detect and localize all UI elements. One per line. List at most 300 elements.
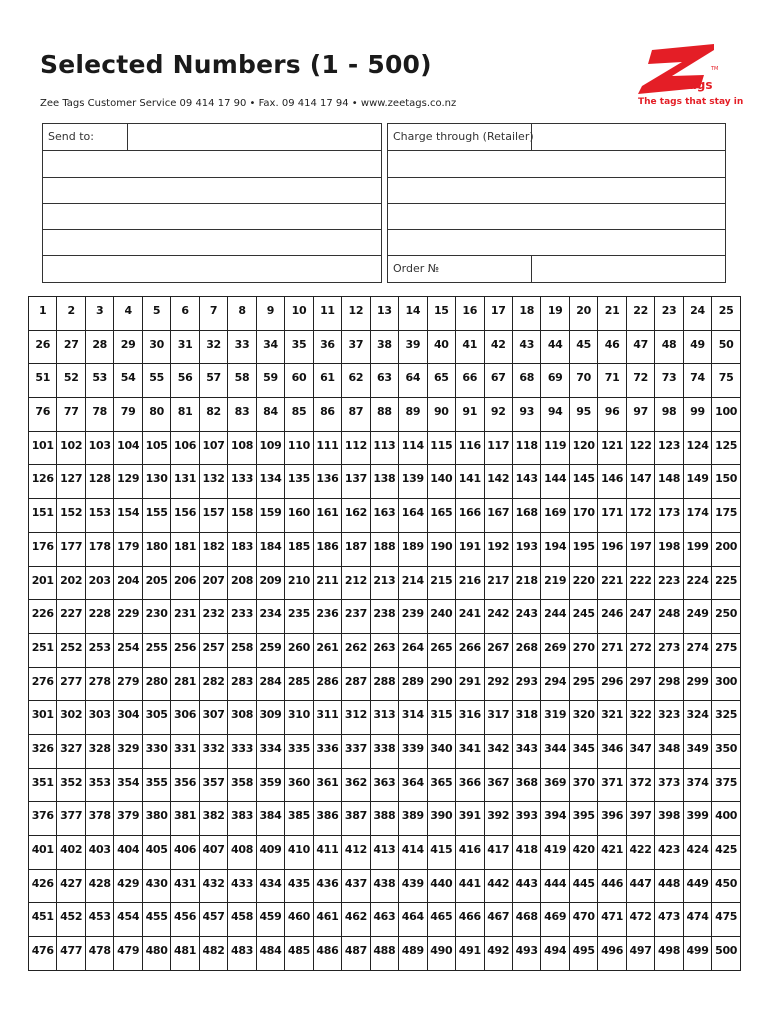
number-cell[interactable]: 462	[342, 903, 370, 937]
number-cell[interactable]: 450	[712, 869, 741, 903]
number-cell[interactable]: 377	[57, 802, 85, 836]
number-cell[interactable]: 140	[427, 465, 455, 499]
number-cell[interactable]: 455	[142, 903, 170, 937]
number-cell[interactable]: 321	[598, 701, 626, 735]
number-cell[interactable]: 330	[142, 734, 170, 768]
number-cell[interactable]: 200	[712, 532, 741, 566]
number-cell[interactable]: 315	[427, 701, 455, 735]
number-cell[interactable]: 37	[342, 330, 370, 364]
number-cell[interactable]: 345	[569, 734, 597, 768]
number-cell[interactable]: 403	[85, 836, 113, 870]
number-cell[interactable]: 111	[313, 431, 341, 465]
number-cell[interactable]: 460	[285, 903, 313, 937]
number-cell[interactable]: 497	[626, 937, 654, 971]
send-to-line-5[interactable]	[43, 230, 381, 256]
number-cell[interactable]: 352	[57, 768, 85, 802]
number-cell[interactable]: 213	[370, 566, 398, 600]
number-cell[interactable]: 266	[456, 633, 484, 667]
number-cell[interactable]: 125	[712, 431, 741, 465]
number-cell[interactable]: 471	[598, 903, 626, 937]
number-cell[interactable]: 443	[512, 869, 540, 903]
number-cell[interactable]: 372	[626, 768, 654, 802]
number-cell[interactable]: 222	[626, 566, 654, 600]
number-cell[interactable]: 148	[655, 465, 683, 499]
number-cell[interactable]: 487	[342, 937, 370, 971]
number-cell[interactable]: 68	[512, 364, 540, 398]
number-cell[interactable]: 406	[171, 836, 199, 870]
number-cell[interactable]: 350	[712, 734, 741, 768]
number-cell[interactable]: 170	[569, 499, 597, 533]
number-cell[interactable]: 432	[199, 869, 227, 903]
number-cell[interactable]: 347	[626, 734, 654, 768]
number-cell[interactable]: 480	[142, 937, 170, 971]
number-cell[interactable]: 158	[228, 499, 256, 533]
number-cell[interactable]: 325	[712, 701, 741, 735]
number-cell[interactable]: 275	[712, 633, 741, 667]
number-cell[interactable]: 84	[256, 398, 284, 432]
number-cell[interactable]: 221	[598, 566, 626, 600]
number-cell[interactable]: 110	[285, 431, 313, 465]
number-cell[interactable]: 264	[399, 633, 427, 667]
charge-through-line-2[interactable]	[388, 151, 725, 178]
number-cell[interactable]: 305	[142, 701, 170, 735]
number-cell[interactable]: 17	[484, 297, 512, 331]
number-cell[interactable]: 244	[541, 600, 569, 634]
number-cell[interactable]: 173	[655, 499, 683, 533]
number-cell[interactable]: 493	[512, 937, 540, 971]
number-cell[interactable]: 442	[484, 869, 512, 903]
number-cell[interactable]: 128	[85, 465, 113, 499]
number-cell[interactable]: 390	[427, 802, 455, 836]
number-cell[interactable]: 223	[655, 566, 683, 600]
number-cell[interactable]: 346	[598, 734, 626, 768]
number-cell[interactable]: 445	[569, 869, 597, 903]
number-cell[interactable]: 371	[598, 768, 626, 802]
number-cell[interactable]: 260	[285, 633, 313, 667]
number-cell[interactable]: 320	[569, 701, 597, 735]
number-cell[interactable]: 335	[285, 734, 313, 768]
number-cell[interactable]: 259	[256, 633, 284, 667]
number-cell[interactable]: 145	[569, 465, 597, 499]
number-cell[interactable]: 292	[484, 667, 512, 701]
number-cell[interactable]: 8	[228, 297, 256, 331]
number-cell[interactable]: 448	[655, 869, 683, 903]
number-cell[interactable]: 417	[484, 836, 512, 870]
number-cell[interactable]: 123	[655, 431, 683, 465]
number-cell[interactable]: 30	[142, 330, 170, 364]
number-cell[interactable]: 337	[342, 734, 370, 768]
number-cell[interactable]: 334	[256, 734, 284, 768]
number-cell[interactable]: 465	[427, 903, 455, 937]
number-cell[interactable]: 449	[683, 869, 711, 903]
number-cell[interactable]: 272	[626, 633, 654, 667]
number-cell[interactable]: 55	[142, 364, 170, 398]
number-cell[interactable]: 454	[114, 903, 142, 937]
number-cell[interactable]: 498	[655, 937, 683, 971]
number-cell[interactable]: 310	[285, 701, 313, 735]
number-cell[interactable]: 81	[171, 398, 199, 432]
number-cell[interactable]: 219	[541, 566, 569, 600]
number-cell[interactable]: 113	[370, 431, 398, 465]
number-cell[interactable]: 396	[598, 802, 626, 836]
send-to-line-3[interactable]	[43, 178, 381, 204]
number-cell[interactable]: 236	[313, 600, 341, 634]
number-cell[interactable]: 416	[456, 836, 484, 870]
number-cell[interactable]: 483	[228, 937, 256, 971]
number-cell[interactable]: 160	[285, 499, 313, 533]
number-cell[interactable]: 66	[456, 364, 484, 398]
number-cell[interactable]: 492	[484, 937, 512, 971]
number-cell[interactable]: 365	[427, 768, 455, 802]
number-cell[interactable]: 253	[85, 633, 113, 667]
number-cell[interactable]: 226	[29, 600, 57, 634]
number-cell[interactable]: 282	[199, 667, 227, 701]
number-cell[interactable]: 358	[228, 768, 256, 802]
number-cell[interactable]: 324	[683, 701, 711, 735]
number-cell[interactable]: 149	[683, 465, 711, 499]
number-cell[interactable]: 348	[655, 734, 683, 768]
number-cell[interactable]: 103	[85, 431, 113, 465]
number-cell[interactable]: 166	[456, 499, 484, 533]
number-cell[interactable]: 18	[512, 297, 540, 331]
number-cell[interactable]: 108	[228, 431, 256, 465]
number-cell[interactable]: 397	[626, 802, 654, 836]
charge-through-line-4[interactable]	[388, 204, 725, 230]
number-cell[interactable]: 394	[541, 802, 569, 836]
number-cell[interactable]: 36	[313, 330, 341, 364]
number-cell[interactable]: 357	[199, 768, 227, 802]
number-cell[interactable]: 481	[171, 937, 199, 971]
number-cell[interactable]: 381	[171, 802, 199, 836]
number-cell[interactable]: 302	[57, 701, 85, 735]
number-cell[interactable]: 252	[57, 633, 85, 667]
number-cell[interactable]: 431	[171, 869, 199, 903]
number-cell[interactable]: 478	[85, 937, 113, 971]
number-cell[interactable]: 500	[712, 937, 741, 971]
number-cell[interactable]: 323	[655, 701, 683, 735]
number-cell[interactable]: 51	[29, 364, 57, 398]
number-cell[interactable]: 247	[626, 600, 654, 634]
number-cell[interactable]: 276	[29, 667, 57, 701]
number-cell[interactable]: 137	[342, 465, 370, 499]
number-cell[interactable]: 184	[256, 532, 284, 566]
number-cell[interactable]: 207	[199, 566, 227, 600]
number-cell[interactable]: 69	[541, 364, 569, 398]
number-cell[interactable]: 35	[285, 330, 313, 364]
number-cell[interactable]: 230	[142, 600, 170, 634]
number-cell[interactable]: 2	[57, 297, 85, 331]
number-cell[interactable]: 311	[313, 701, 341, 735]
number-cell[interactable]: 1	[29, 297, 57, 331]
number-cell[interactable]: 329	[114, 734, 142, 768]
number-cell[interactable]: 319	[541, 701, 569, 735]
number-cell[interactable]: 7	[199, 297, 227, 331]
number-cell[interactable]: 228	[85, 600, 113, 634]
number-cell[interactable]: 44	[541, 330, 569, 364]
number-cell[interactable]: 67	[484, 364, 512, 398]
number-cell[interactable]: 422	[626, 836, 654, 870]
number-cell[interactable]: 438	[370, 869, 398, 903]
number-cell[interactable]: 317	[484, 701, 512, 735]
number-cell[interactable]: 45	[569, 330, 597, 364]
number-cell[interactable]: 54	[114, 364, 142, 398]
number-cell[interactable]: 175	[712, 499, 741, 533]
number-cell[interactable]: 459	[256, 903, 284, 937]
number-cell[interactable]: 61	[313, 364, 341, 398]
number-cell[interactable]: 307	[199, 701, 227, 735]
number-cell[interactable]: 359	[256, 768, 284, 802]
number-cell[interactable]: 344	[541, 734, 569, 768]
number-cell[interactable]: 248	[655, 600, 683, 634]
number-cell[interactable]: 373	[655, 768, 683, 802]
number-cell[interactable]: 370	[569, 768, 597, 802]
number-cell[interactable]: 413	[370, 836, 398, 870]
number-cell[interactable]: 20	[569, 297, 597, 331]
number-cell[interactable]: 290	[427, 667, 455, 701]
number-cell[interactable]: 284	[256, 667, 284, 701]
number-cell[interactable]: 191	[456, 532, 484, 566]
number-cell[interactable]: 239	[399, 600, 427, 634]
number-cell[interactable]: 309	[256, 701, 284, 735]
number-cell[interactable]: 117	[484, 431, 512, 465]
number-cell[interactable]: 91	[456, 398, 484, 432]
number-cell[interactable]: 94	[541, 398, 569, 432]
number-cell[interactable]: 415	[427, 836, 455, 870]
number-cell[interactable]: 353	[85, 768, 113, 802]
number-cell[interactable]: 150	[712, 465, 741, 499]
number-cell[interactable]: 4	[114, 297, 142, 331]
number-cell[interactable]: 258	[228, 633, 256, 667]
number-cell[interactable]: 205	[142, 566, 170, 600]
number-cell[interactable]: 479	[114, 937, 142, 971]
number-cell[interactable]: 495	[569, 937, 597, 971]
number-cell[interactable]: 130	[142, 465, 170, 499]
number-cell[interactable]: 159	[256, 499, 284, 533]
number-cell[interactable]: 288	[370, 667, 398, 701]
number-cell[interactable]: 427	[57, 869, 85, 903]
number-cell[interactable]: 32	[199, 330, 227, 364]
number-cell[interactable]: 146	[598, 465, 626, 499]
number-cell[interactable]: 199	[683, 532, 711, 566]
number-cell[interactable]: 241	[456, 600, 484, 634]
number-cell[interactable]: 470	[569, 903, 597, 937]
number-cell[interactable]: 447	[626, 869, 654, 903]
number-cell[interactable]: 163	[370, 499, 398, 533]
number-cell[interactable]: 74	[683, 364, 711, 398]
number-cell[interactable]: 168	[512, 499, 540, 533]
send-to-line-6[interactable]	[43, 256, 381, 282]
number-cell[interactable]: 306	[171, 701, 199, 735]
number-cell[interactable]: 433	[228, 869, 256, 903]
number-cell[interactable]: 60	[285, 364, 313, 398]
number-cell[interactable]: 304	[114, 701, 142, 735]
number-cell[interactable]: 407	[199, 836, 227, 870]
number-cell[interactable]: 121	[598, 431, 626, 465]
number-cell[interactable]: 78	[85, 398, 113, 432]
number-cell[interactable]: 138	[370, 465, 398, 499]
number-cell[interactable]: 409	[256, 836, 284, 870]
number-cell[interactable]: 490	[427, 937, 455, 971]
number-cell[interactable]: 496	[598, 937, 626, 971]
number-cell[interactable]: 374	[683, 768, 711, 802]
number-cell[interactable]: 273	[655, 633, 683, 667]
number-cell[interactable]: 375	[712, 768, 741, 802]
number-cell[interactable]: 188	[370, 532, 398, 566]
number-cell[interactable]: 194	[541, 532, 569, 566]
number-cell[interactable]: 19	[541, 297, 569, 331]
number-cell[interactable]: 245	[569, 600, 597, 634]
number-cell[interactable]: 405	[142, 836, 170, 870]
number-cell[interactable]: 217	[484, 566, 512, 600]
number-cell[interactable]: 242	[484, 600, 512, 634]
number-cell[interactable]: 42	[484, 330, 512, 364]
number-cell[interactable]: 435	[285, 869, 313, 903]
number-cell[interactable]: 301	[29, 701, 57, 735]
number-cell[interactable]: 270	[569, 633, 597, 667]
number-cell[interactable]: 482	[199, 937, 227, 971]
number-cell[interactable]: 107	[199, 431, 227, 465]
number-cell[interactable]: 434	[256, 869, 284, 903]
number-cell[interactable]: 280	[142, 667, 170, 701]
number-cell[interactable]: 208	[228, 566, 256, 600]
number-cell[interactable]: 391	[456, 802, 484, 836]
number-cell[interactable]: 271	[598, 633, 626, 667]
number-cell[interactable]: 444	[541, 869, 569, 903]
number-cell[interactable]: 197	[626, 532, 654, 566]
number-cell[interactable]: 338	[370, 734, 398, 768]
number-cell[interactable]: 336	[313, 734, 341, 768]
number-cell[interactable]: 419	[541, 836, 569, 870]
number-cell[interactable]: 178	[85, 532, 113, 566]
number-cell[interactable]: 227	[57, 600, 85, 634]
number-cell[interactable]: 6	[171, 297, 199, 331]
number-cell[interactable]: 210	[285, 566, 313, 600]
number-cell[interactable]: 169	[541, 499, 569, 533]
number-cell[interactable]: 38	[370, 330, 398, 364]
number-cell[interactable]: 80	[142, 398, 170, 432]
number-cell[interactable]: 72	[626, 364, 654, 398]
number-cell[interactable]: 182	[199, 532, 227, 566]
number-cell[interactable]: 263	[370, 633, 398, 667]
number-cell[interactable]: 70	[569, 364, 597, 398]
number-cell[interactable]: 277	[57, 667, 85, 701]
number-cell[interactable]: 203	[85, 566, 113, 600]
number-cell[interactable]: 162	[342, 499, 370, 533]
number-cell[interactable]: 342	[484, 734, 512, 768]
number-cell[interactable]: 312	[342, 701, 370, 735]
number-cell[interactable]: 491	[456, 937, 484, 971]
number-cell[interactable]: 332	[199, 734, 227, 768]
number-cell[interactable]: 26	[29, 330, 57, 364]
number-cell[interactable]: 41	[456, 330, 484, 364]
number-cell[interactable]: 47	[626, 330, 654, 364]
number-cell[interactable]: 414	[399, 836, 427, 870]
number-cell[interactable]: 133	[228, 465, 256, 499]
number-cell[interactable]: 92	[484, 398, 512, 432]
number-cell[interactable]: 96	[598, 398, 626, 432]
number-cell[interactable]: 202	[57, 566, 85, 600]
number-cell[interactable]: 164	[399, 499, 427, 533]
number-cell[interactable]: 172	[626, 499, 654, 533]
number-cell[interactable]: 73	[655, 364, 683, 398]
number-cell[interactable]: 33	[228, 330, 256, 364]
number-cell[interactable]: 316	[456, 701, 484, 735]
number-cell[interactable]: 295	[569, 667, 597, 701]
number-cell[interactable]: 31	[171, 330, 199, 364]
number-cell[interactable]: 382	[199, 802, 227, 836]
number-cell[interactable]: 46	[598, 330, 626, 364]
number-cell[interactable]: 488	[370, 937, 398, 971]
number-cell[interactable]: 64	[399, 364, 427, 398]
number-cell[interactable]: 466	[456, 903, 484, 937]
number-cell[interactable]: 151	[29, 499, 57, 533]
number-cell[interactable]: 408	[228, 836, 256, 870]
number-cell[interactable]: 267	[484, 633, 512, 667]
number-cell[interactable]: 361	[313, 768, 341, 802]
send-to-line-4[interactable]	[43, 204, 381, 230]
number-cell[interactable]: 105	[142, 431, 170, 465]
number-cell[interactable]: 231	[171, 600, 199, 634]
number-cell[interactable]: 326	[29, 734, 57, 768]
number-cell[interactable]: 215	[427, 566, 455, 600]
number-cell[interactable]: 131	[171, 465, 199, 499]
number-cell[interactable]: 439	[399, 869, 427, 903]
number-cell[interactable]: 452	[57, 903, 85, 937]
number-cell[interactable]: 476	[29, 937, 57, 971]
number-cell[interactable]: 378	[85, 802, 113, 836]
number-cell[interactable]: 232	[199, 600, 227, 634]
number-cell[interactable]: 362	[342, 768, 370, 802]
number-cell[interactable]: 3	[85, 297, 113, 331]
number-cell[interactable]: 12	[342, 297, 370, 331]
number-cell[interactable]: 368	[512, 768, 540, 802]
number-cell[interactable]: 124	[683, 431, 711, 465]
number-cell[interactable]: 268	[512, 633, 540, 667]
number-cell[interactable]: 356	[171, 768, 199, 802]
number-cell[interactable]: 380	[142, 802, 170, 836]
number-cell[interactable]: 355	[142, 768, 170, 802]
number-cell[interactable]: 379	[114, 802, 142, 836]
number-cell[interactable]: 393	[512, 802, 540, 836]
number-cell[interactable]: 132	[199, 465, 227, 499]
number-cell[interactable]: 387	[342, 802, 370, 836]
number-cell[interactable]: 109	[256, 431, 284, 465]
number-cell[interactable]: 224	[683, 566, 711, 600]
number-cell[interactable]: 14	[399, 297, 427, 331]
number-cell[interactable]: 440	[427, 869, 455, 903]
number-cell[interactable]: 383	[228, 802, 256, 836]
number-cell[interactable]: 119	[541, 431, 569, 465]
number-cell[interactable]: 364	[399, 768, 427, 802]
number-cell[interactable]: 489	[399, 937, 427, 971]
number-cell[interactable]: 418	[512, 836, 540, 870]
number-cell[interactable]: 333	[228, 734, 256, 768]
number-cell[interactable]: 50	[712, 330, 741, 364]
number-cell[interactable]: 484	[256, 937, 284, 971]
number-cell[interactable]: 52	[57, 364, 85, 398]
number-cell[interactable]: 106	[171, 431, 199, 465]
number-cell[interactable]: 461	[313, 903, 341, 937]
number-cell[interactable]: 193	[512, 532, 540, 566]
number-cell[interactable]: 220	[569, 566, 597, 600]
number-cell[interactable]: 369	[541, 768, 569, 802]
number-cell[interactable]: 469	[541, 903, 569, 937]
number-cell[interactable]: 204	[114, 566, 142, 600]
number-cell[interactable]: 79	[114, 398, 142, 432]
number-cell[interactable]: 171	[598, 499, 626, 533]
number-cell[interactable]: 77	[57, 398, 85, 432]
number-cell[interactable]: 289	[399, 667, 427, 701]
